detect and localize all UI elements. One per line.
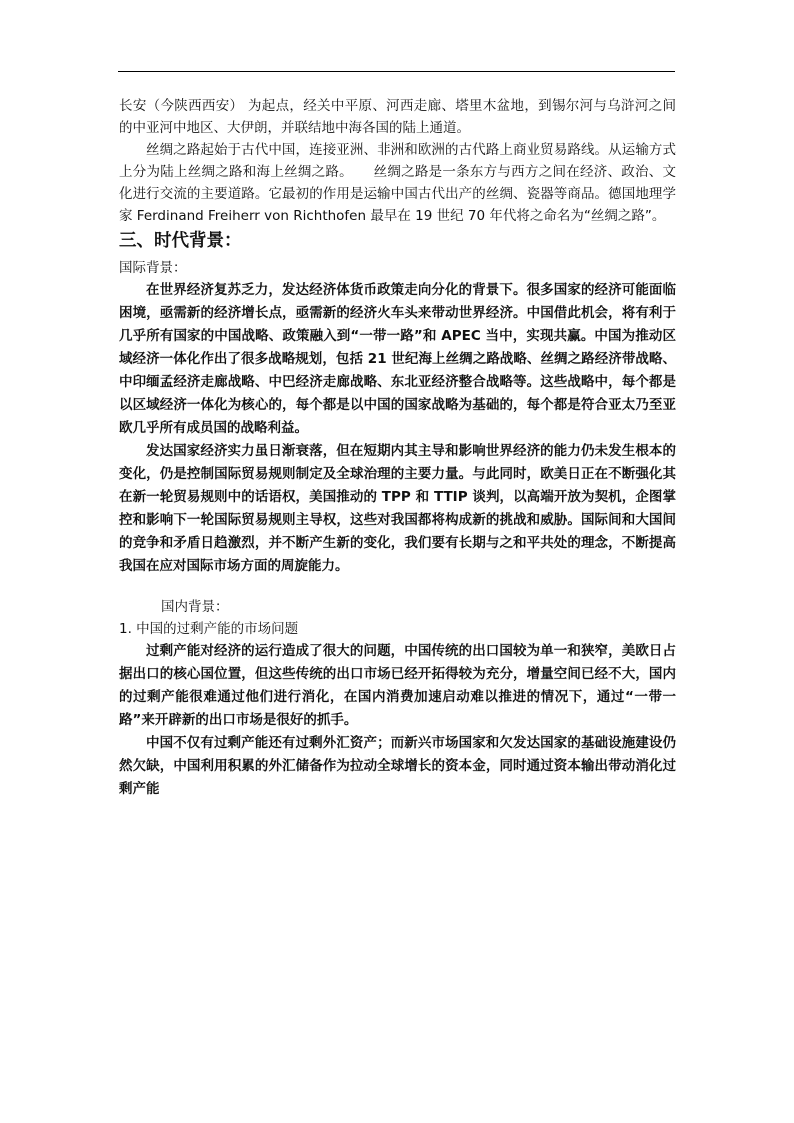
international-section xyxy=(119,279,676,578)
document-body xyxy=(119,95,676,801)
intro-paragraph-1: 长安（今陕西西安） 为起点，经关中平原、河西走廊、塔里木盆地，到锡尔河与乌浒河之间的中亚河中地区、大伊朗，并联结地中海各国的陆上通道。 xyxy=(119,98,676,136)
spacer xyxy=(119,578,676,596)
international-label: 国际背景： xyxy=(119,260,187,276)
header-rule xyxy=(118,71,675,72)
international-paragraph-2: 发达国家经济实力虽日渐衰落，但在短期内其主导和影响世界经济的能力仍未发生根本的变化，仍是控制国际贸易规则制定及全球治理的主要力量。与此同时，欧美日正在不断强化其在新一轮贸易规则中的话语权，美国推动的 TPP 和 TTIP 谈判，以高端开放为契机，企图掌控和影响下一轮国际贸易规则主导权，这些对我国都将构成新的挑战和威胁。国际间和大国间的竞争和矛盾日趋激烈，并不断产生新的变化，我们要有长期与之和平共处的理念，不断提高我国在应对国际市场方面的周旋能力。 xyxy=(119,443,676,574)
intro-paragraph-2: 丝绸之路起始于古代中国，连接亚洲、非洲和欧洲的古代路上商业贸易路线。从运输方式上分为陆上丝绸之路和海上丝绸之路。 丝绸之路是一条东方与西方之间在经济、政治、文化进行交流的主要道路。它最初的作用是运输中国古代出产的丝绸、瓷器等商品。德国地理学家 Ferdinand Freiherr von Richthofen 最早在 19 世纪 70 年代将之命名为“丝绸之路”。 xyxy=(119,142,676,224)
domestic-section xyxy=(119,640,676,801)
domestic-label: 国内背景： xyxy=(161,599,229,615)
international-paragraph-1: 在世界经济复苏乏力，发达经济体货币政策走向分化的背景下。很多国家的经济可能面临困境，亟需新的经济增长点，亟需新的经济火车头来带动世界经济。中国借此机会，将有利于几乎所有国家的中国战略、政策融入到“一带一路”和 APEC 当中，实现共赢。中国为推动区域经济一体化作出了很多战略规划，包括 21 世纪海上丝绸之路战略、丝绸之路经济带战略、中印缅孟经济走廊战略、中巴经济走廊战略、东北亚经济整合战略等。这些战略中，每个都是以区域经济一体化为核心的，每个都是以中国的国家战略为基础的，每个都是符合亚太乃至亚欧几乎所有成员国的战略利益。 xyxy=(119,282,676,436)
domestic-subheading: 1. 中国的过剩产能的市场问题 xyxy=(119,621,299,637)
domestic-paragraph-1: 过剩产能对经济的运行造成了很大的问题，中国传统的出口国较为单一和狭窄，美欧日占据出口的核心国位置，但这些传统的出口市场已经开拓得较为充分，增量空间已经不大，国内的过剩产能很难通过他们进行消化，在国内消费加速启动难以推进的情况下，通过“一带一路”来开辟新的出口市场是很好的抓手。 xyxy=(119,643,676,728)
domestic-paragraph-2: 中国不仅有过剩产能还有过剩外汇资产；而新兴市场国家和欠发达国家的基础设施建设仍然欠缺，中国利用积累的外汇储备作为拉动全球增长的资本金，同时通过资本输出带动消化过剩产能 xyxy=(119,735,676,797)
section-heading: 三、时代背景： xyxy=(119,231,242,251)
